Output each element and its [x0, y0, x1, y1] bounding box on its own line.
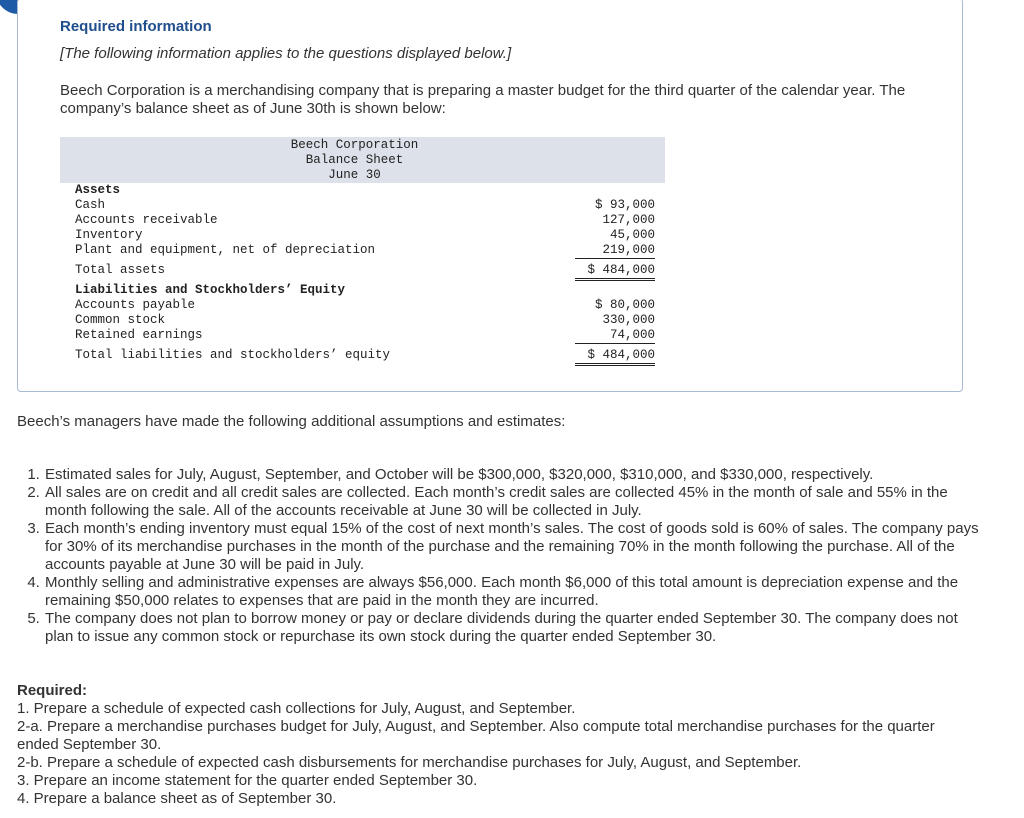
- row-label: Plant and equipment, net of depreciation: [75, 243, 376, 257]
- statement-date: June 30: [328, 168, 381, 182]
- required-information-note: [The following information applies to the questions displayed below.]: [60, 45, 512, 62]
- list-item: 5. The company does not plan to borrow money or pay or declare dividends during the quarter ended September 30. The company does not plan to issue any common stock or repurchase its own stock during the quarter ended September 30.: [44, 610, 984, 646]
- required-item: 3. Prepare an income statement for the quarter ended September 30.: [17, 772, 478, 789]
- assets-heading-row: [60, 183, 665, 198]
- required-item: 4. Prepare a balance sheet as of September 30.: [17, 790, 337, 807]
- company-name: Beech Corporation: [290, 138, 419, 152]
- list-item: 3. Each month’s ending inventory must equal 15% of the cost of next month’s sales. The cost of goods sold is 60% of sales. The company pays for 30% of its merchandise purchases in the month of the purchase and the remaining 70% in the month following the purchase. All of the accounts payable at June 30 will be paid in July.: [44, 520, 984, 574]
- row-label: Accounts payable: [75, 298, 196, 312]
- row-label: Cash: [75, 198, 106, 212]
- row-value: 330,000: [602, 313, 655, 327]
- row-value: 45,000: [609, 228, 655, 242]
- liabilities-heading: Liabilities and Stockholders’ Equity: [75, 283, 346, 297]
- statement-title: Balance Sheet: [305, 153, 404, 167]
- required-information-title: Required information: [60, 18, 212, 35]
- liabilities-heading-row: [60, 283, 665, 298]
- table-row: [60, 298, 665, 313]
- list-item: 2. All sales are on credit and all credit sales are collected. Each month’s credit sales are collected 45% in the month of sale and 55% in the month following the sale. All of the accounts receivable at June 30 will be collected in July.: [44, 484, 984, 520]
- assets-heading: Assets: [75, 183, 121, 197]
- assumptions-intro: Beech’s managers have made the following additional assumptions and estimates:: [17, 413, 566, 430]
- row-value: 219,000: [575, 243, 655, 259]
- row-value: $ 93,000: [594, 198, 655, 212]
- total-assets-row: [60, 263, 665, 278]
- table-row: [60, 328, 665, 343]
- row-label: Retained earnings: [75, 328, 203, 342]
- row-label: Accounts receivable: [75, 213, 218, 227]
- total-liabilities-value: $ 484,000: [575, 348, 655, 366]
- list-item: 1. Estimated sales for July, August, September, and October will be $300,000, $320,000, $310,000, and $330,000, respectively.: [44, 466, 984, 484]
- row-value: 127,000: [602, 213, 655, 227]
- table-row: [60, 198, 665, 213]
- table-row: [60, 213, 665, 228]
- assumptions-list: [26, 466, 984, 646]
- intro-paragraph: Beech Corporation is a merchandising company that is preparing a master budget for the third quarter of the calendar year. The company’s balance sheet as of June 30th is shown below:: [60, 82, 906, 117]
- total-assets-value: $ 484,000: [575, 263, 655, 281]
- balance-sheet-table: [60, 137, 665, 363]
- total-liabilities-label: Total liabilities and stockholders’ equity: [75, 348, 391, 362]
- row-value: 74,000: [575, 328, 655, 344]
- total-assets-label: Total assets: [75, 263, 166, 277]
- table-row: [60, 243, 665, 258]
- required-section: [17, 682, 957, 808]
- list-item: 4. Monthly selling and administrative expenses are always $56,000. Each month $6,000 of this total amount is depreciation expense and the remaining $50,000 relates to expenses that are paid in the month they are incurred.: [44, 574, 984, 610]
- row-label: Inventory: [75, 228, 143, 242]
- required-title: Required:: [17, 682, 88, 699]
- required-item: 1. Prepare a schedule of expected cash collections for July, August, and September.: [17, 700, 576, 717]
- table-row: [60, 228, 665, 243]
- total-liabilities-row: [60, 348, 665, 363]
- table-row: [60, 313, 665, 328]
- row-value: $ 80,000: [594, 298, 655, 312]
- balance-sheet-header: [60, 137, 665, 183]
- required-item: 2-a. Prepare a merchandise purchases budget for July, August, and September. Also compute total merchandise purchases for the quarter ended September 30.: [17, 718, 935, 753]
- required-item: 2-b. Prepare a schedule of expected cash disbursements for merchandise purchases for July, August, and September.: [17, 754, 802, 771]
- row-label: Common stock: [75, 313, 166, 327]
